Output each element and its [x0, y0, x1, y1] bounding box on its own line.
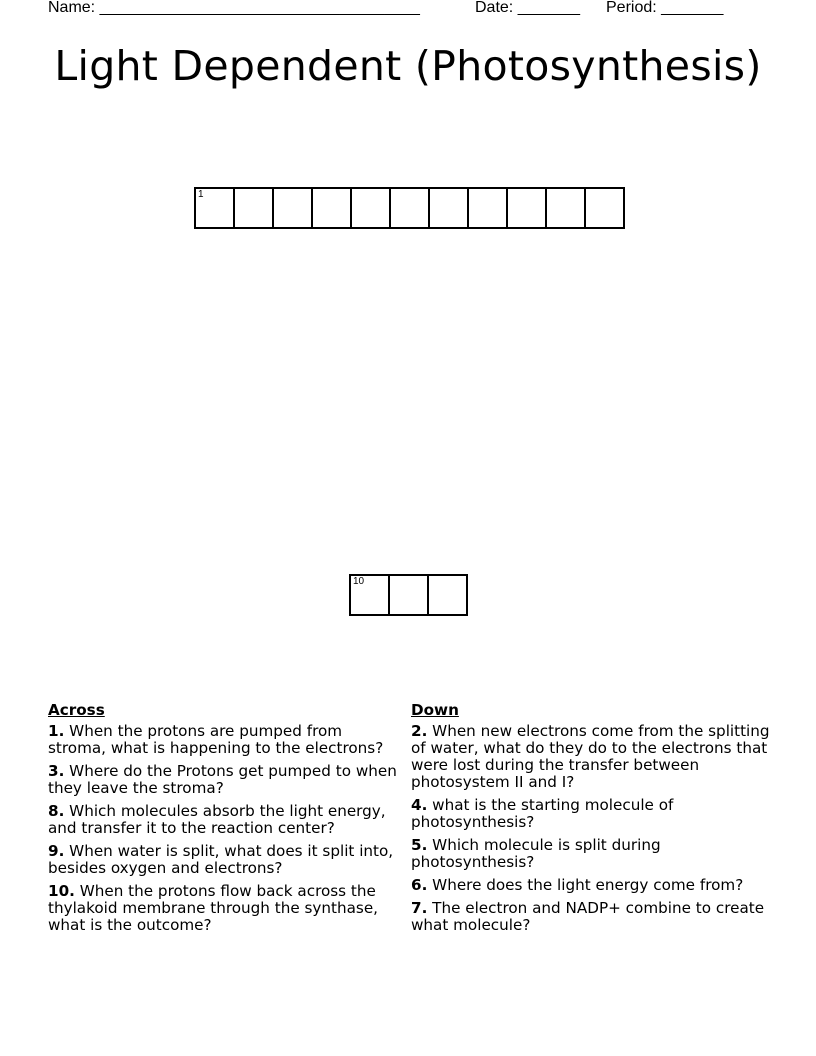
crossword-cell[interactable] — [427, 574, 468, 616]
crossword-cell[interactable] — [272, 187, 313, 229]
clue-across: 8. Which molecules absorb the light energy, and transfer it to the reaction center? — [48, 802, 386, 837]
down-heading: Down — [411, 701, 459, 719]
period-field-label: Period: _______ — [606, 0, 724, 16]
crossword-cell[interactable] — [388, 574, 429, 616]
crossword-entry-1 — [194, 187, 623, 229]
clue-down: 4. what is the starting molecule of photosynthesis? — [411, 796, 674, 831]
crossword-cell[interactable] — [233, 187, 274, 229]
crossword-cell[interactable] — [428, 187, 469, 229]
crossword-cell[interactable] — [350, 187, 391, 229]
date-field-label: Date: _______ — [475, 0, 580, 16]
clue-across: 1. When the protons are pumped from stroma, what is happening to the electrons? — [48, 722, 384, 757]
crossword-cell[interactable] — [389, 187, 430, 229]
crossword-cell[interactable] — [467, 187, 508, 229]
crossword-cell[interactable] — [545, 187, 586, 229]
name-field-label: Name: ____________________________________ — [48, 0, 420, 16]
page-title: Light Dependent (Photosynthesis) — [54, 42, 762, 90]
clue-across: 3. Where do the Protons get pumped to when they leave the stroma? — [48, 762, 397, 797]
clue-down: 5. Which molecule is split during photosynthesis? — [411, 836, 661, 871]
crossword-cell[interactable] — [584, 187, 625, 229]
clue-down: 7. The electron and NADP+ combine to create what molecule? — [411, 899, 765, 934]
crossword-cell[interactable] — [311, 187, 352, 229]
worksheet-header — [48, 0, 768, 21]
across-heading: Across — [48, 701, 105, 719]
clue-number: 1 — [198, 189, 204, 200]
crossword-entry-10 — [349, 574, 466, 616]
crossword-cell[interactable] — [506, 187, 547, 229]
down-clues — [411, 702, 771, 940]
clue-down: 2. When new electrons come from the splitting of water, what do they do to the electrons that were lost during the transfer between photosystem II and I? — [411, 722, 770, 791]
clue-across: 9. When water is split, what does it split into, besides oxygen and electrons? — [48, 842, 394, 877]
clue-down: 6. Where does the light energy come from? — [411, 876, 744, 894]
across-clues — [48, 702, 404, 940]
clue-number: 10 — [353, 576, 365, 587]
crossword-cell[interactable] — [349, 574, 390, 616]
clue-across: 10. When the protons flow back across the thylakoid membrane through the synthase, what is the outcome? — [48, 882, 379, 934]
crossword-cell[interactable] — [194, 187, 235, 229]
